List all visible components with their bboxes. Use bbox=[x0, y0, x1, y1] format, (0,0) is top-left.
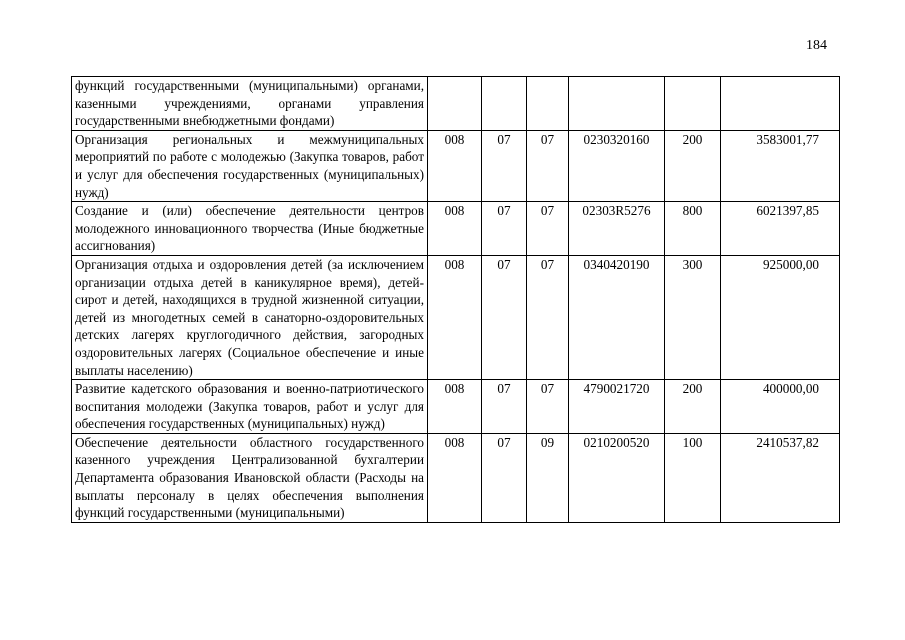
expense-type-code: 300 bbox=[665, 255, 721, 379]
target-item-code bbox=[569, 77, 665, 131]
section-code: 07 bbox=[482, 255, 527, 379]
row-description: Организация отдыха и оздоровления детей (за исключением организации отдыха детей в каникулярное время), детей-сирот и детей, находящихся в трудной жизненной ситуации, детей из многодетных семей в санаторно-оздоровительных детских лагерях круглогодичного действия, загородных оздоровительных лагерях (Социальное обеспечение и иные выплаты населению) bbox=[72, 255, 428, 379]
section-code: 07 bbox=[482, 433, 527, 522]
table-row bbox=[72, 77, 840, 131]
target-item-code: 4790021720 bbox=[569, 380, 665, 434]
table-row bbox=[72, 433, 840, 522]
amount bbox=[721, 77, 840, 131]
page-number: 184 bbox=[806, 38, 827, 53]
amount: 2410537,82 bbox=[721, 433, 840, 522]
amount: 400000,00 bbox=[721, 380, 840, 434]
target-item-code: 0340420190 bbox=[569, 255, 665, 379]
section-code: 07 bbox=[482, 380, 527, 434]
section-code: 07 bbox=[482, 130, 527, 201]
amount: 925000,00 bbox=[721, 255, 840, 379]
expense-type-code: 100 bbox=[665, 433, 721, 522]
subsection-code: 09 bbox=[527, 433, 569, 522]
target-item-code: 0230320160 bbox=[569, 130, 665, 201]
ministry-code: 008 bbox=[428, 380, 482, 434]
ministry-code: 008 bbox=[428, 255, 482, 379]
table-row bbox=[72, 380, 840, 434]
ministry-code: 008 bbox=[428, 202, 482, 256]
amount: 6021397,85 bbox=[721, 202, 840, 256]
subsection-code: 07 bbox=[527, 255, 569, 379]
expense-type-code: 800 bbox=[665, 202, 721, 256]
table-row bbox=[72, 130, 840, 201]
subsection-code: 07 bbox=[527, 202, 569, 256]
expense-type-code bbox=[665, 77, 721, 131]
target-item-code: 0210200520 bbox=[569, 433, 665, 522]
section-code: 07 bbox=[482, 202, 527, 256]
row-description: функций государственными (муниципальными) органами, казенными учреждениями, органами управления государственными внебюджетными фондами) bbox=[72, 77, 428, 131]
row-description: Организация региональных и межмуниципальных мероприятий по работе с молодежью (Закупка товаров, работ и услуг для обеспечения государственных (муниципальных) нужд) bbox=[72, 130, 428, 201]
ministry-code bbox=[428, 77, 482, 131]
subsection-code bbox=[527, 77, 569, 131]
subsection-code: 07 bbox=[527, 380, 569, 434]
row-description: Создание и (или) обеспечение деятельности центров молодежного инновационного творчества (Иные бюджетные ассигнования) bbox=[72, 202, 428, 256]
row-description: Обеспечение деятельности областного государственного казенного учреждения Централизованной бухгалтерии Департамента образования Ивановской области (Расходы на выплаты персоналу в целях обеспечения выполнения функций государственными (муниципальными) bbox=[72, 433, 428, 522]
ministry-code: 008 bbox=[428, 433, 482, 522]
section-code bbox=[482, 77, 527, 131]
row-description: Развитие кадетского образования и военно-патриотического воспитания молодежи (Закупка товаров, работ и услуг для обеспечения государственных (муниципальных) нужд) bbox=[72, 380, 428, 434]
expense-type-code: 200 bbox=[665, 380, 721, 434]
amount: 3583001,77 bbox=[721, 130, 840, 201]
subsection-code: 07 bbox=[527, 130, 569, 201]
table-row bbox=[72, 255, 840, 379]
ministry-code: 008 bbox=[428, 130, 482, 201]
expense-type-code: 200 bbox=[665, 130, 721, 201]
target-item-code: 02303R5276 bbox=[569, 202, 665, 256]
table-row bbox=[72, 202, 840, 256]
budget-table bbox=[71, 76, 840, 523]
